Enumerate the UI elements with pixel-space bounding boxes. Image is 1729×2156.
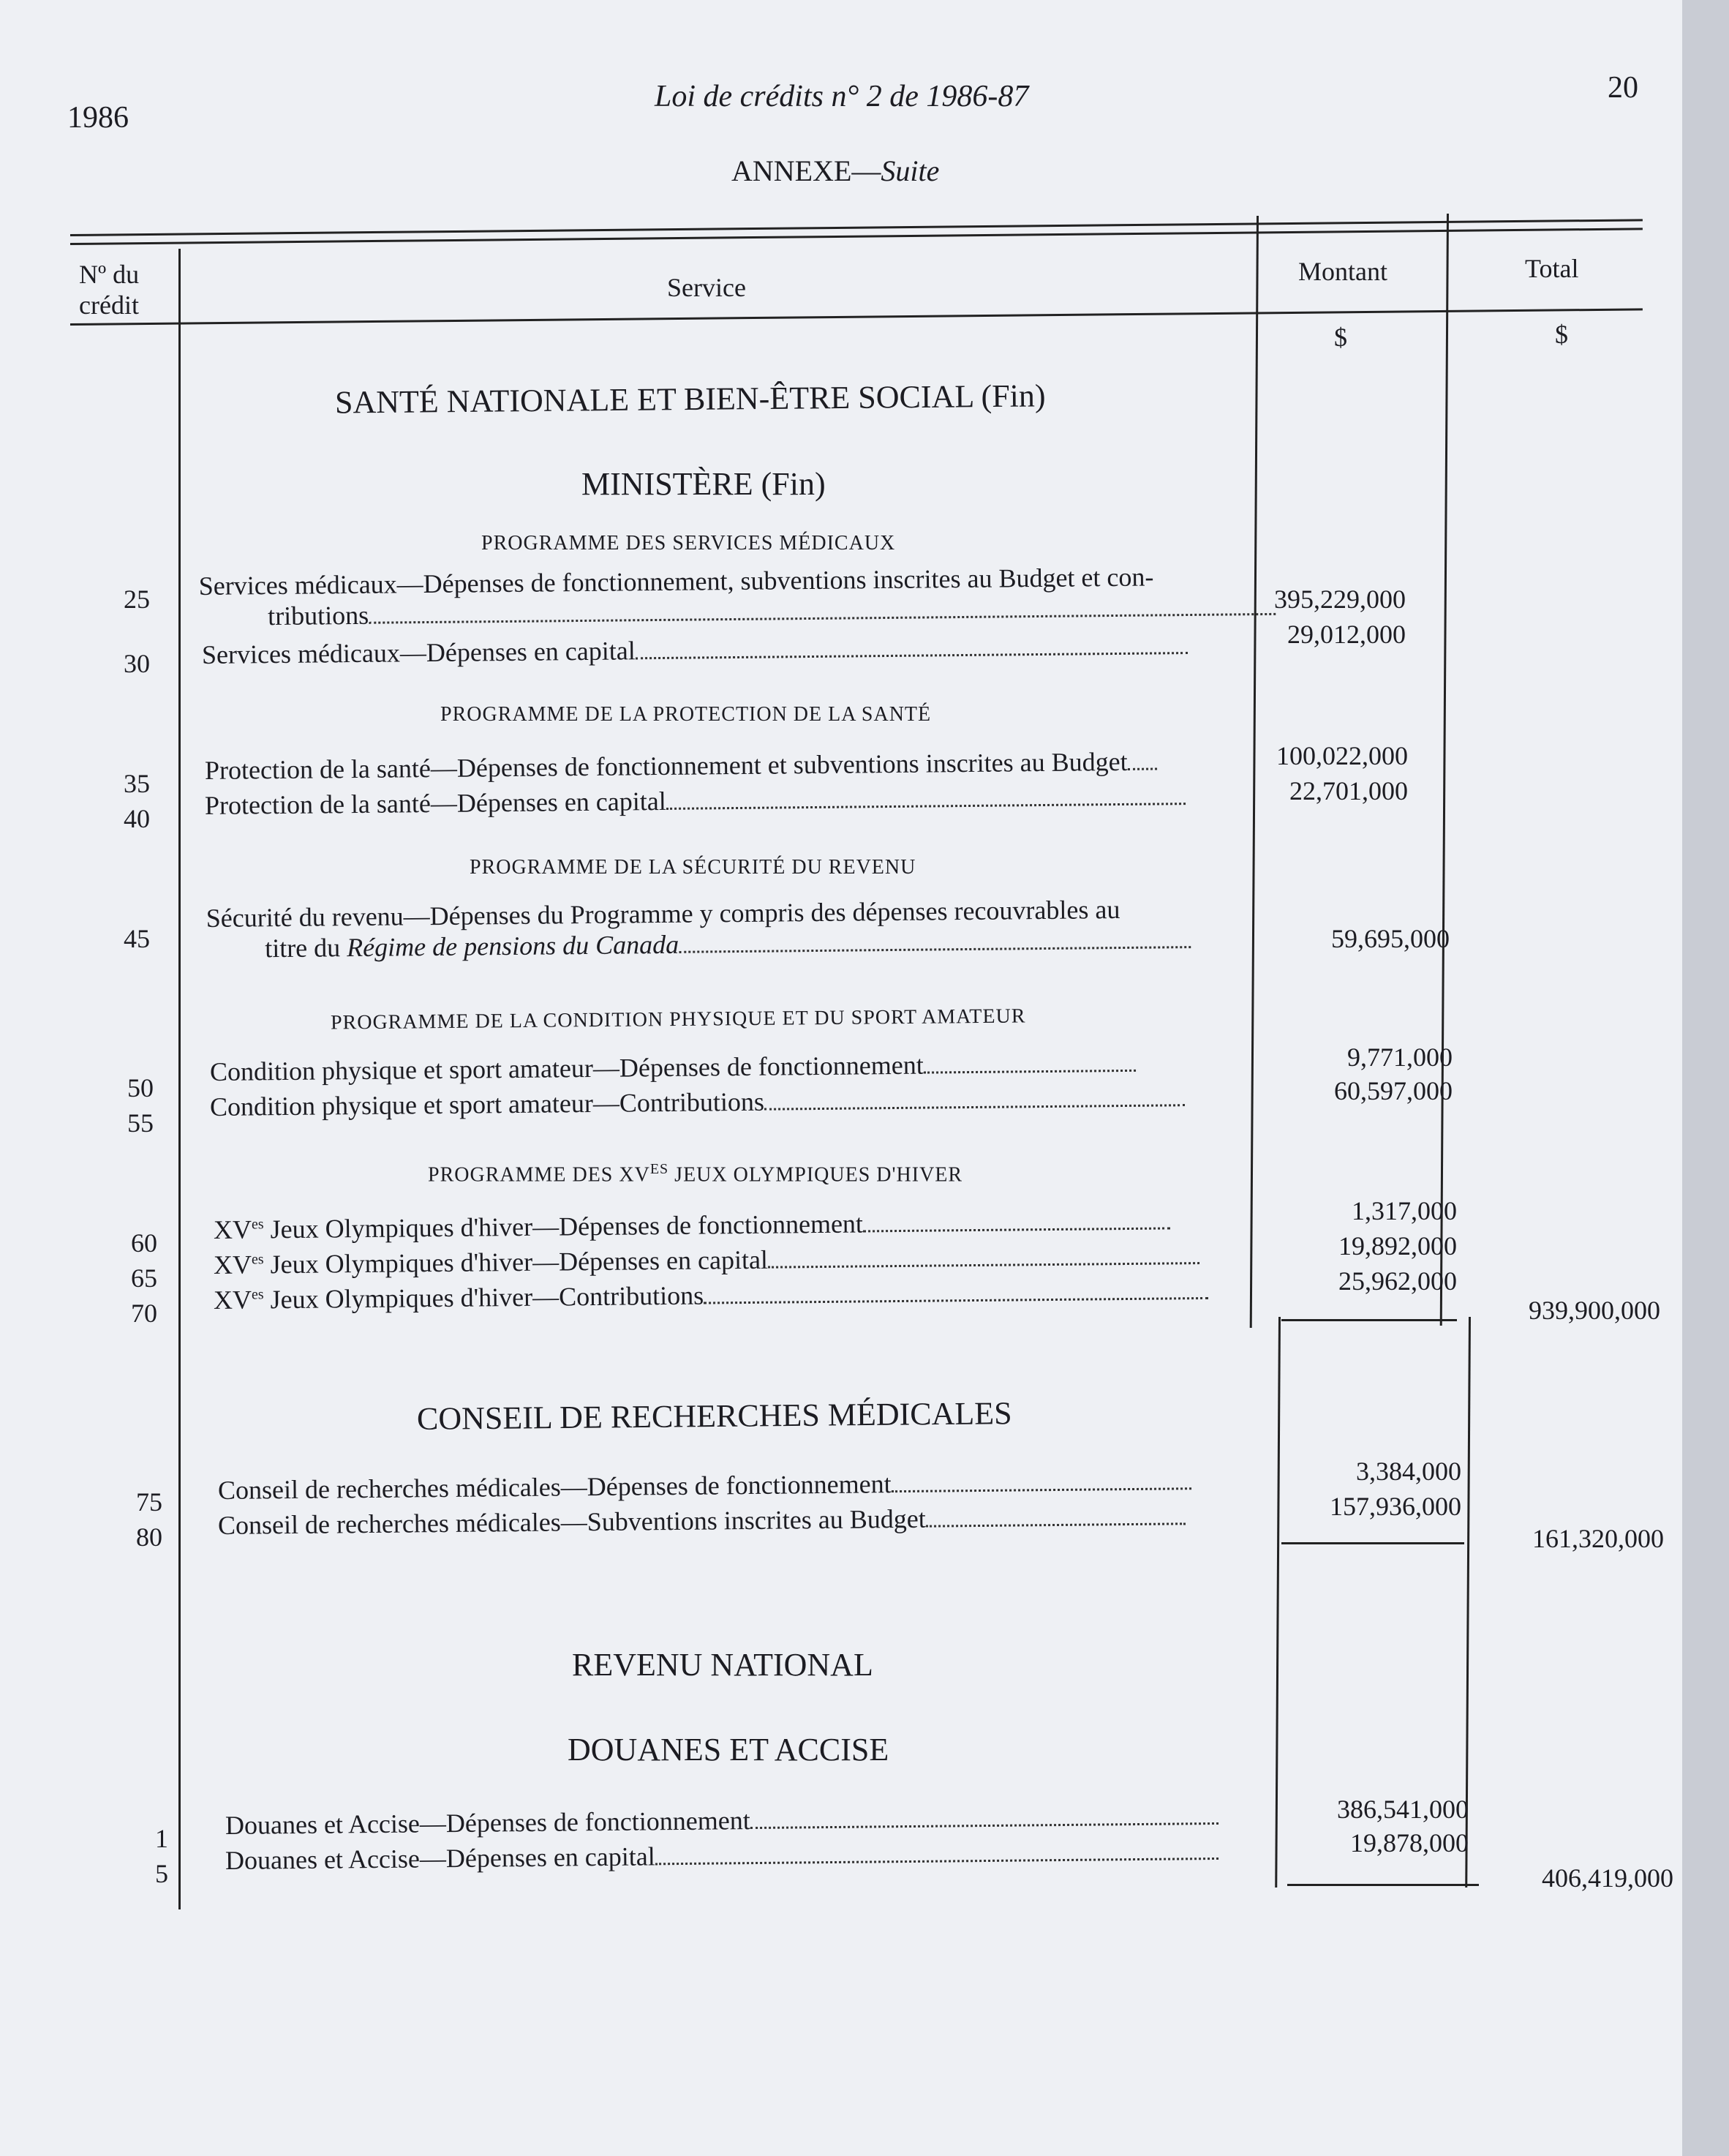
item-text: $XV^{es}$ Jeux Olympiques d'hiver—Contributions	[214, 1275, 1208, 1315]
program-jeux-olympiques: PROGRAMME DES $XV^{ES}$ JEUX OLYMPIQUES D'HIVER	[428, 1161, 963, 1187]
vote-number: 30	[124, 649, 150, 678]
vote-number: 75	[136, 1487, 162, 1517]
column-rule-amount	[1440, 214, 1449, 1326]
item-text: Services médicaux—Dépenses en capital	[202, 630, 1188, 670]
vote-number: 55	[127, 1108, 154, 1138]
document-title: Loi de crédits n° 2 de 1986-87	[655, 80, 1029, 113]
service-header: Service	[667, 273, 746, 302]
amount: 59,695,000	[1331, 924, 1450, 953]
amount: 60,597,000	[1334, 1076, 1453, 1105]
amount: 1,317,000	[1352, 1196, 1457, 1225]
total-unit: $	[1555, 320, 1568, 349]
vote-number: 45	[124, 924, 150, 953]
year: 1986	[67, 101, 129, 135]
annex-heading: ANNEXE—Suite	[731, 154, 940, 187]
item-text: Condition physique et sport amateur—Contributions	[210, 1082, 1185, 1122]
subtotal-rule-2	[1281, 1542, 1464, 1544]
section-revenu: REVENU NATIONAL	[572, 1647, 873, 1683]
vote-number: 50	[127, 1073, 154, 1103]
subtotal-revenu: 406,419,000	[1542, 1863, 1673, 1893]
vote-number: 5	[155, 1859, 168, 1888]
amount: 19,878,000	[1350, 1828, 1469, 1858]
table-top-rule	[70, 219, 1643, 236]
vote-header: Nº du crédit	[79, 260, 140, 320]
vote-number: 65	[131, 1263, 157, 1293]
vote-number: 40	[124, 804, 150, 833]
table-top-rule-2	[70, 228, 1643, 245]
table-header-rule	[70, 308, 1643, 326]
amount: 25,962,000	[1338, 1266, 1457, 1296]
section-ministere: MINISTÈRE (Fin)	[581, 466, 826, 502]
vote-number: 1	[155, 1824, 168, 1853]
program-services-medicaux: PROGRAMME DES SERVICES MÉDICAUX	[481, 532, 896, 555]
amount-unit: $	[1334, 323, 1347, 352]
vote-number: 80	[136, 1522, 162, 1552]
vote-number: 35	[124, 769, 150, 798]
item-text: $XV^{es}$ Jeux Olympiques d'hiver—Dépenses de fonctionnement	[214, 1205, 1170, 1245]
vote-number: 60	[131, 1228, 157, 1258]
item-text: Conseil de recherches médicales—Dépenses de fonctionnement	[218, 1465, 1191, 1506]
amount: 3,384,000	[1356, 1457, 1461, 1486]
item-text: Protection de la santé—Dépenses de fonctionnement et subventions inscrites au Budget	[205, 746, 1157, 786]
amount: 100,022,000	[1276, 741, 1408, 770]
amount: 29,012,000	[1287, 620, 1406, 649]
column-rule-service	[1250, 216, 1259, 1328]
page-number: 20	[1608, 71, 1638, 105]
item-text: $XV^{es}$ Jeux Olympiques d'hiver—Dépenses en capital	[214, 1240, 1199, 1280]
subtotal-rule-1	[1281, 1319, 1457, 1321]
item-text: Services médicaux—Dépenses de fonctionnement, subventions inscrites au Budget et con- tributions	[199, 560, 1276, 632]
program-securite-revenu: PROGRAMME DE LA SÉCURITÉ DU REVENU	[470, 856, 916, 879]
item-text: Protection de la santé—Dépenses en capital	[205, 781, 1186, 821]
amount: 157,936,000	[1330, 1492, 1461, 1521]
vote-number: 70	[131, 1299, 157, 1328]
item-text: Douanes et Accise—Dépenses de fonctionnement	[225, 1800, 1218, 1841]
amount-header: Montant	[1298, 257, 1387, 286]
section-douanes: DOUANES ET ACCISE	[568, 1732, 889, 1768]
section-sante: SANTÉ NATIONALE ET BIEN-ÊTRE SOCIAL (Fin)	[334, 378, 1046, 421]
amount: 395,229,000	[1274, 585, 1406, 614]
vote-number: 25	[124, 585, 150, 614]
amount: 22,701,000	[1289, 776, 1408, 805]
column-rule-vote	[178, 249, 181, 1909]
subtotal-conseil: 161,320,000	[1532, 1524, 1664, 1553]
item-text: Conseil de recherches médicales—Subventions inscrites au Budget	[218, 1500, 1186, 1541]
amount: 19,892,000	[1338, 1231, 1457, 1261]
total-header: Total	[1525, 254, 1579, 283]
item-text: Douanes et Accise—Dépenses en capital	[225, 1836, 1218, 1876]
page-edge	[1682, 0, 1729, 2156]
item-text: Sécurité du revenu—Dépenses du Programme y compris des dépenses recouvrables au titre du Régime de pensions du Canada	[206, 893, 1191, 964]
subtotal-sante: 939,900,000	[1529, 1296, 1660, 1325]
amount: 386,541,000	[1337, 1795, 1469, 1824]
amount: 9,771,000	[1347, 1043, 1453, 1072]
program-protection-sante: PROGRAMME DE LA PROTECTION DE LA SANTÉ	[440, 703, 932, 726]
item-text: Condition physique et sport amateur—Dépenses de fonctionnement	[210, 1048, 1136, 1087]
section-conseil: CONSEIL DE RECHERCHES MÉDICALES	[416, 1395, 1012, 1437]
subtotal-rule-3	[1287, 1884, 1479, 1886]
program-condition-physique: PROGRAMME DE LA CONDITION PHYSIQUE ET DU SPORT AMATEUR	[330, 1004, 1026, 1034]
